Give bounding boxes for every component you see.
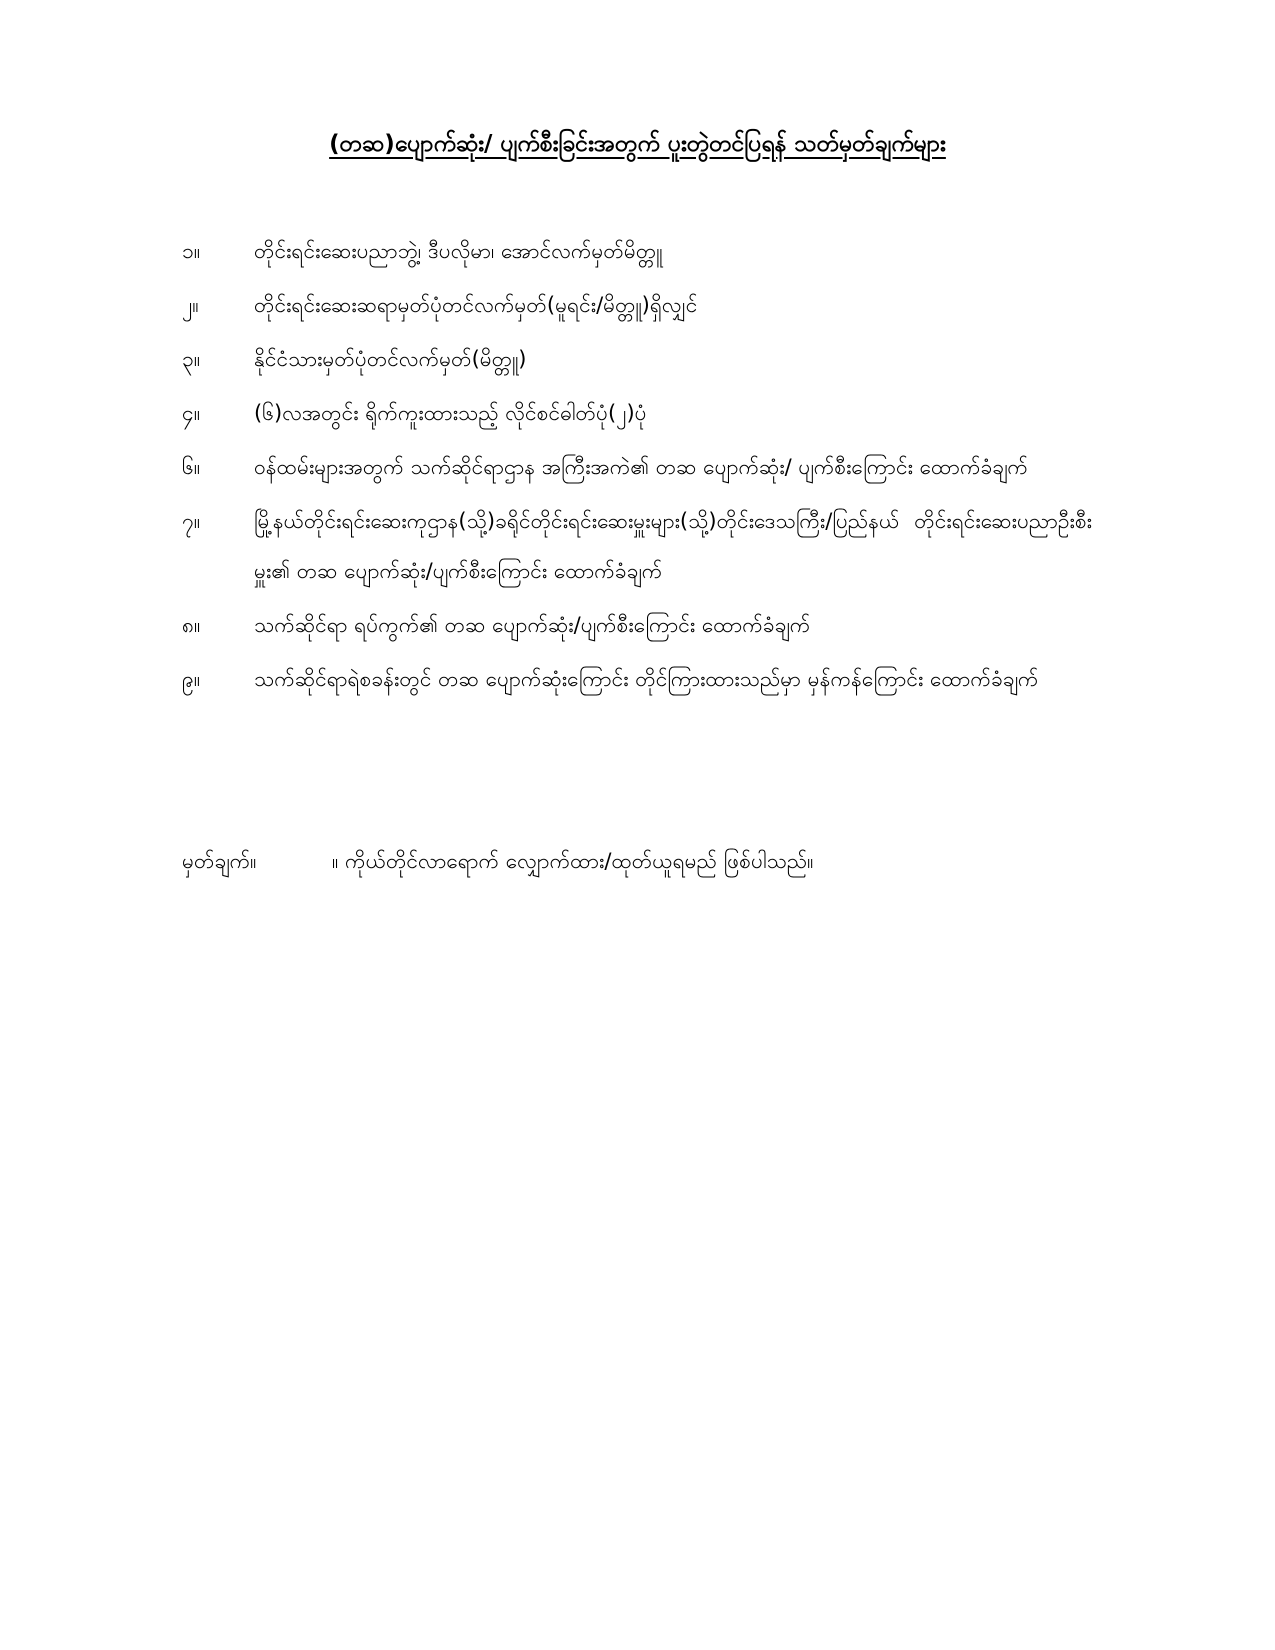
note-label: မှတ်ချက်။ — [182, 849, 257, 873]
list-item — [182, 334, 1092, 384]
item-text: ဝန်ထမ်းများအတွက် သက်ဆိုင်ရာဌာန အကြီးအကဲ၏ တဆ ပျောက်ဆုံး/ ပျက်စီးကြောင်း ထောက်ခံချက် — [254, 455, 1028, 479]
item-number: ၁။ — [182, 239, 201, 263]
requirements-list — [182, 226, 1092, 708]
note — [182, 836, 1092, 886]
item-text: (၆)လအတွင်း ရိုက်ကူးထားသည့် လိုင်စင်ဓါတ်ပုံ(၂)ပုံ — [254, 401, 647, 425]
item-number: ၃။ — [182, 347, 201, 371]
item-text: မြို့နယ်တိုင်းရင်းဆေးကုဌာန(သို့)ခရိုင်တိုင်းရင်းဆေးမှူးများ(သို့)တိုင်းဒေသကြီး/ပြည်နယ် တိုင်းရင်းဆေးပညာဦးစီးမှူး၏ တဆ ပျောက်ဆုံး/ပျက်စီးကြောင်း ထောက်ခံချက် — [254, 509, 1092, 583]
item-text: တိုင်းရင်းဆေးဆရာမှတ်ပုံတင်လက်မှတ်(မူရင်း/မိတ္တူ)ရှိလျှင် — [254, 293, 698, 317]
document-title: (တဆ)ပျောက်ဆုံး/ ပျက်စီးခြင်းအတွက် ပူးတွဲတင်ပြရန် သတ်မှတ်ချက်များ — [329, 131, 946, 157]
item-text: သက်ဆိုင်ရာရဲစခန်းတွင် တဆ ပျောက်ဆုံးကြောင်း တိုင်ကြားထားသည်မှာ မှန်ကန်ကြောင်း ထောက်ခံချက် — [254, 667, 1039, 691]
item-number: ၆။ — [182, 455, 201, 479]
list-item — [182, 280, 1092, 330]
item-number: ၄။ — [182, 401, 201, 425]
list-item — [182, 442, 1092, 492]
item-number: ၈။ — [182, 613, 201, 637]
list-item — [182, 388, 1092, 438]
item-text: နိုင်ငံသားမှတ်ပုံတင်လက်မှတ်(မိတ္တူ) — [254, 347, 527, 371]
list-item — [182, 496, 1092, 596]
list-item — [182, 600, 1092, 650]
item-text: တိုင်းရင်းဆေးပညာဘွဲ့၊ ဒီပလိုမာ၊ အောင်လက်မှတ်မိတ္တူ — [254, 239, 663, 263]
item-number: ၇။ — [182, 509, 201, 533]
list-item — [182, 226, 1092, 276]
note-text: ။ ကိုယ်တိုင်လာရောက် လျှောက်ထား/ထုတ်ယူရမည် ဖြစ်ပါသည်။ — [332, 849, 814, 873]
item-number: ၂။ — [182, 293, 199, 317]
list-item — [182, 654, 1092, 704]
item-number: ၉။ — [182, 667, 201, 691]
item-text: သက်ဆိုင်ရာ ရပ်ကွက်၏ တဆ ပျောက်ဆုံး/ပျက်စီးကြောင်း ထောက်ခံချက် — [254, 613, 811, 637]
